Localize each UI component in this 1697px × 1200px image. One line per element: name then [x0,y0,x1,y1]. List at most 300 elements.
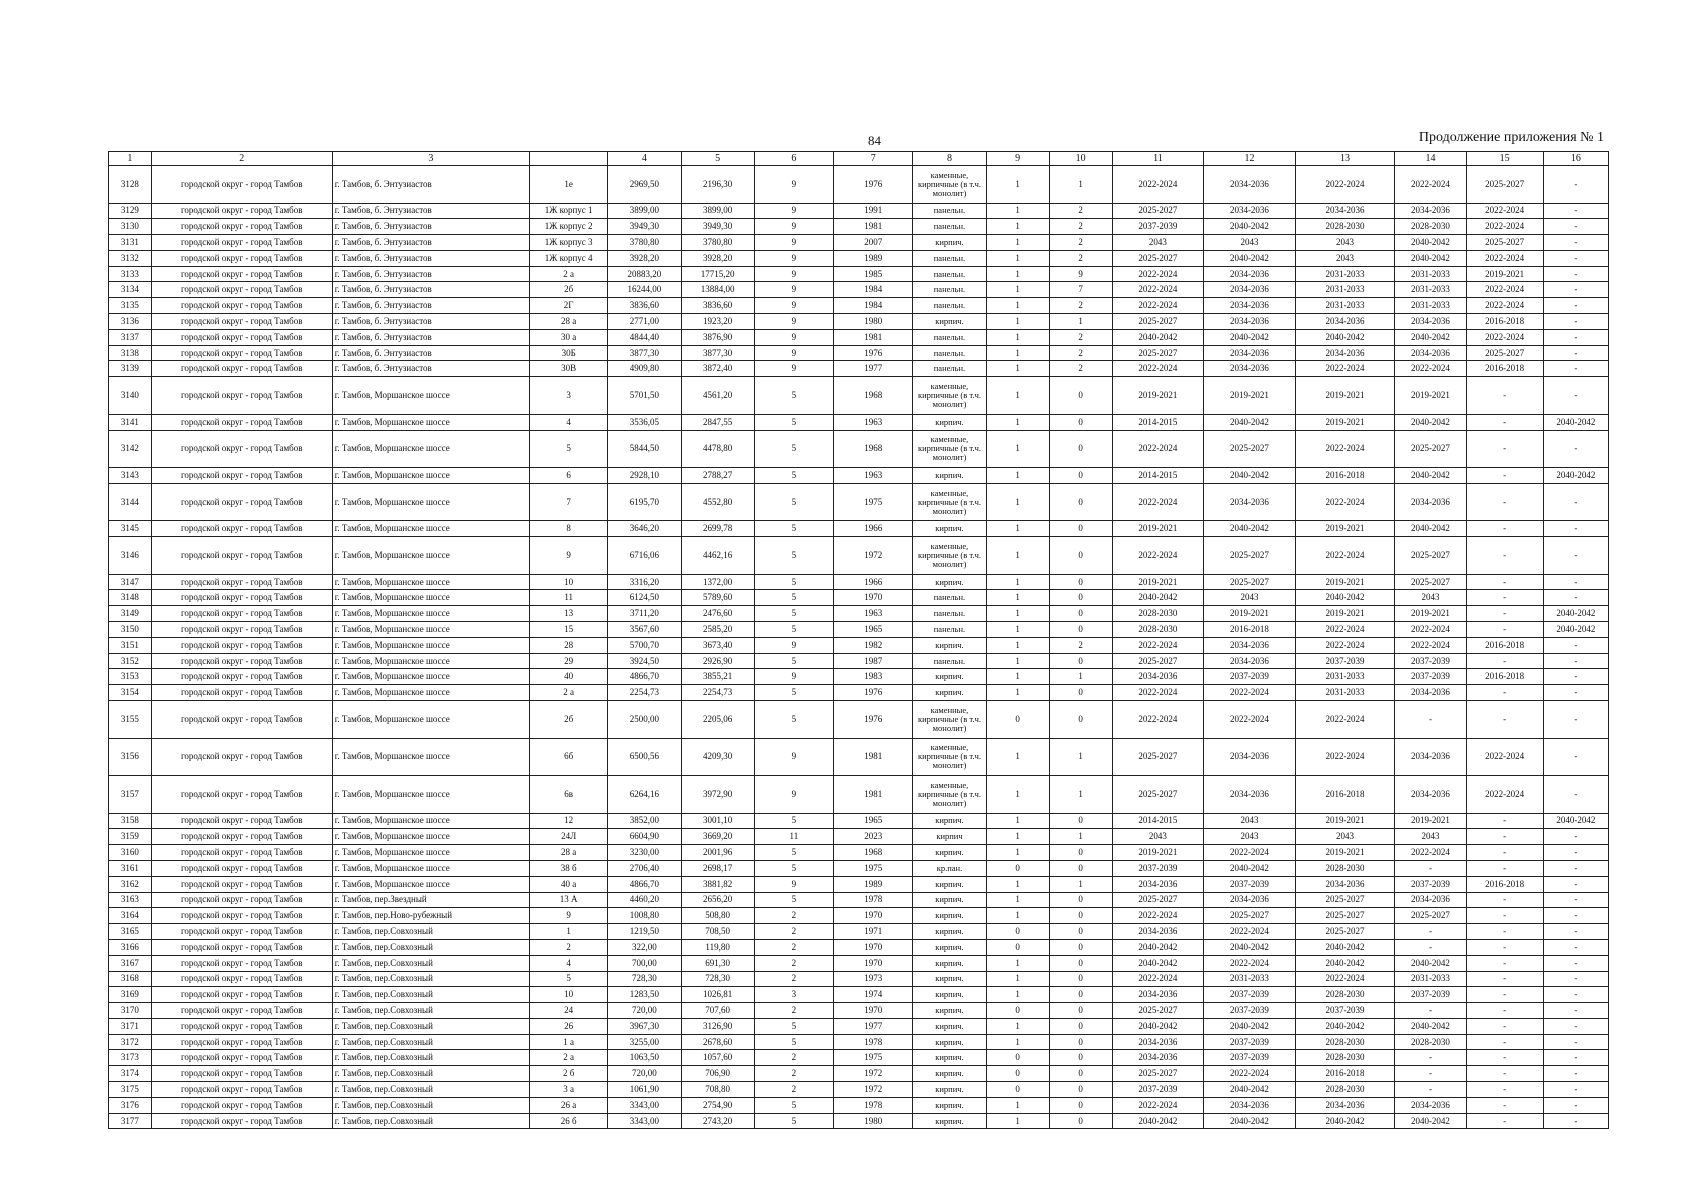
street-address-cell: г. Тамбов, Моршанское шоссе [332,860,529,876]
table-row [109,738,1609,776]
wall-material-cell: панельн. [913,590,986,606]
col-15-cell: - [1466,908,1543,924]
col-14-cell: 2040-2042 [1395,1113,1466,1129]
col-12-cell: 2037-2039 [1204,987,1296,1003]
col-11-cell: 2043 [1112,235,1204,251]
house-number-cell: 40 а [530,876,608,892]
col-13-cell: 2040-2042 [1295,329,1395,345]
col-14-cell: 2028-2030 [1395,219,1466,235]
total-area-cell: 3567,60 [608,622,681,638]
col-12-cell: 2037-2039 [1204,1003,1296,1019]
living-area-cell: 2205,06 [681,701,754,739]
wall-material-cell: кирпич. [913,637,986,653]
table-row [109,250,1609,266]
living-area-cell: 2254,73 [681,685,754,701]
street-address-cell: г. Тамбов, б. Энтузиастов [332,282,529,298]
col-11-cell: 2028-2030 [1112,622,1204,638]
col-14-cell: 2022-2024 [1395,637,1466,653]
col-14-cell: - [1395,701,1466,739]
col-14-cell: 2034-2036 [1395,892,1466,908]
col-13-cell: 2019-2021 [1295,574,1395,590]
col-14-cell: 2037-2039 [1395,669,1466,685]
total-area-cell: 1008,80 [608,908,681,924]
col-11-cell: 2037-2039 [1112,219,1204,235]
total-area-cell: 720,00 [608,1066,681,1082]
col-16-cell: 2040-2042 [1543,468,1608,484]
col-16-cell: - [1543,1003,1608,1019]
col-12-cell: 2025-2027 [1204,574,1296,590]
col-12-cell: 2037-2039 [1204,1034,1296,1050]
table-row [109,1003,1609,1019]
col-11-cell: 2040-2042 [1112,590,1204,606]
col-15-cell: - [1466,845,1543,861]
col-13-cell: 2043 [1295,250,1395,266]
living-area-cell: 708,50 [681,924,754,940]
col-16-cell: - [1543,701,1608,739]
col-11-cell: 2025-2027 [1112,892,1204,908]
total-area-cell: 1061,90 [608,1082,681,1098]
total-area-cell: 2500,00 [608,701,681,739]
year-built-cell: 2007 [834,235,913,251]
col-12-cell: 2034-2036 [1204,483,1296,521]
col-9-cell: 1 [986,776,1049,814]
col-9-cell: 1 [986,235,1049,251]
house-number-cell: 40 [530,669,608,685]
total-area-cell: 3928,20 [608,250,681,266]
col-15-cell: - [1466,685,1543,701]
floors-cell: 5 [754,590,833,606]
wall-material-cell: панельн. [913,266,986,282]
total-area-cell: 1063,50 [608,1050,681,1066]
living-area-cell: 3669,20 [681,829,754,845]
col-15-cell: 2016-2018 [1466,361,1543,377]
col-16-cell: - [1543,876,1608,892]
col-9-cell: 1 [986,203,1049,219]
col-13-cell: 2025-2027 [1295,908,1395,924]
wall-material-cell: кирпич. [913,235,986,251]
year-built-cell: 1965 [834,813,913,829]
col-16-cell: - [1543,845,1608,861]
col-10-cell: 2 [1049,298,1112,314]
col-16-cell: - [1543,1082,1608,1098]
col-16-cell: - [1543,908,1608,924]
col-13-cell: 2028-2030 [1295,860,1395,876]
floors-cell: 2 [754,908,833,924]
street-address-cell: г. Тамбов, б. Энтузиастов [332,250,529,266]
house-number-cell: 11 [530,590,608,606]
living-area-cell: 706,90 [681,1066,754,1082]
col-11-cell: 2025-2027 [1112,203,1204,219]
wall-material-cell: кирпич. [913,1082,986,1098]
col-16-cell: - [1543,1066,1608,1082]
table-row [109,1034,1609,1050]
col-14-cell: 2040-2042 [1395,329,1466,345]
street-address-cell: г. Тамбов, пер.Совхозный [332,924,529,940]
row-number-cell: 3135 [109,298,152,314]
municipality-cell: городской округ - город Тамбов [151,1050,332,1066]
wall-material-cell: каменные, кирпичные (в т.ч. монолит) [913,776,986,814]
row-number-cell: 3159 [109,829,152,845]
street-address-cell: г. Тамбов, пер.Совхозный [332,1050,529,1066]
table-row [109,892,1609,908]
col-13-cell: 2019-2021 [1295,414,1395,430]
municipality-cell: городской округ - город Тамбов [151,876,332,892]
street-address-cell: г. Тамбов, пер.Совхозный [332,971,529,987]
col-13-cell: 2034-2036 [1295,1097,1395,1113]
floors-cell: 2 [754,1003,833,1019]
col-11-cell: 2022-2024 [1112,637,1204,653]
floors-cell: 5 [754,813,833,829]
municipality-cell: городской округ - город Тамбов [151,776,332,814]
col-16-cell: - [1543,329,1608,345]
table-row [109,606,1609,622]
municipality-cell: городской округ - город Тамбов [151,622,332,638]
col-9-cell: 1 [986,813,1049,829]
col-14-cell: 2019-2021 [1395,377,1466,415]
municipality-cell: городской округ - город Тамбов [151,521,332,537]
floors-cell: 9 [754,219,833,235]
col-12-cell: 2040-2042 [1204,939,1296,955]
wall-material-cell: кирпич. [913,1034,986,1050]
col-9-cell: 1 [986,1018,1049,1034]
municipality-cell: городской округ - город Тамбов [151,1003,332,1019]
col-10-cell: 0 [1049,377,1112,415]
table-row [109,685,1609,701]
total-area-cell: 3536,05 [608,414,681,430]
col-13-cell: 2019-2021 [1295,521,1395,537]
municipality-cell: городской округ - город Тамбов [151,845,332,861]
col-14-cell: 2019-2021 [1395,813,1466,829]
municipality-cell: городской округ - город Тамбов [151,908,332,924]
street-address-cell: г. Тамбов, б. Энтузиастов [332,166,529,204]
col-12-cell: 2040-2042 [1204,468,1296,484]
municipality-cell: городской округ - город Тамбов [151,860,332,876]
col-14-cell: 2022-2024 [1395,166,1466,204]
col-14-cell: 2034-2036 [1395,776,1466,814]
column-header: 10 [1049,152,1112,166]
col-15-cell: - [1466,860,1543,876]
col-15-cell: - [1466,892,1543,908]
wall-material-cell: каменные, кирпичные (в т.ч. монолит) [913,430,986,468]
table-row [109,939,1609,955]
street-address-cell: г. Тамбов, б. Энтузиастов [332,235,529,251]
wall-material-cell: панельн. [913,203,986,219]
street-address-cell: г. Тамбов, б. Энтузиастов [332,203,529,219]
col-12-cell: 2016-2018 [1204,622,1296,638]
col-12-cell: 2034-2036 [1204,637,1296,653]
wall-material-cell: панельн. [913,653,986,669]
total-area-cell: 5701,50 [608,377,681,415]
col-16-cell: - [1543,1113,1608,1129]
col-10-cell: 0 [1049,574,1112,590]
col-11-cell: 2037-2039 [1112,860,1204,876]
year-built-cell: 1989 [834,876,913,892]
street-address-cell: г. Тамбов, Моршанское шоссе [332,468,529,484]
house-number-cell: 29 [530,653,608,669]
floors-cell: 5 [754,1034,833,1050]
col-10-cell: 0 [1049,521,1112,537]
table-row [109,377,1609,415]
col-10-cell: 0 [1049,685,1112,701]
col-15-cell: 2016-2018 [1466,637,1543,653]
col-15-cell: - [1466,1034,1543,1050]
col-14-cell: 2028-2030 [1395,1034,1466,1050]
year-built-cell: 1972 [834,1082,913,1098]
wall-material-cell: кирпич. [913,574,986,590]
col-12-cell: 2034-2036 [1204,738,1296,776]
col-13-cell: 2034-2036 [1295,203,1395,219]
floors-cell: 5 [754,537,833,575]
row-number-cell: 3157 [109,776,152,814]
col-15-cell: 2022-2024 [1466,203,1543,219]
table-row [109,653,1609,669]
col-14-cell: 2034-2036 [1395,483,1466,521]
col-12-cell: 2040-2042 [1204,1082,1296,1098]
municipality-cell: городской округ - город Тамбов [151,314,332,330]
col-14-cell: 2034-2036 [1395,203,1466,219]
col-16-cell: - [1543,637,1608,653]
column-header: 2 [151,152,332,166]
year-built-cell: 1989 [834,250,913,266]
year-built-cell: 1972 [834,537,913,575]
col-16-cell: - [1543,235,1608,251]
col-13-cell: 2022-2024 [1295,430,1395,468]
col-11-cell: 2043 [1112,829,1204,845]
floors-cell: 5 [754,860,833,876]
col-13-cell: 2025-2027 [1295,892,1395,908]
col-9-cell: 1 [986,166,1049,204]
total-area-cell: 3852,00 [608,813,681,829]
col-10-cell: 2 [1049,235,1112,251]
municipality-cell: городской округ - город Тамбов [151,361,332,377]
floors-cell: 9 [754,314,833,330]
col-11-cell: 2034-2036 [1112,669,1204,685]
wall-material-cell: кирпич. [913,939,986,955]
table-row [109,414,1609,430]
col-16-cell: 2040-2042 [1543,414,1608,430]
wall-material-cell: панельн. [913,345,986,361]
municipality-cell: городской округ - город Тамбов [151,1018,332,1034]
column-header: 1 [109,152,152,166]
year-built-cell: 1978 [834,1034,913,1050]
col-10-cell: 0 [1049,1082,1112,1098]
col-16-cell: - [1543,430,1608,468]
row-number-cell: 3138 [109,345,152,361]
municipality-cell: городской округ - город Тамбов [151,669,332,685]
column-header: 4 [608,152,681,166]
col-14-cell: 2040-2042 [1395,955,1466,971]
row-number-cell: 3155 [109,701,152,739]
floors-cell: 9 [754,329,833,345]
municipality-cell: городской округ - город Тамбов [151,738,332,776]
living-area-cell: 2585,20 [681,622,754,638]
house-number-cell: 26 [530,1018,608,1034]
wall-material-cell: кирпич. [913,414,986,430]
col-9-cell: 1 [986,345,1049,361]
living-area-cell: 2788,27 [681,468,754,484]
col-9-cell: 1 [986,669,1049,685]
col-15-cell: - [1466,468,1543,484]
col-13-cell: 2019-2021 [1295,813,1395,829]
year-built-cell: 1975 [834,483,913,521]
house-number-cell: 4 [530,414,608,430]
row-number-cell: 3132 [109,250,152,266]
col-12-cell: 2031-2033 [1204,971,1296,987]
col-16-cell: - [1543,574,1608,590]
col-13-cell: 2031-2033 [1295,298,1395,314]
house-number-cell: 28 а [530,845,608,861]
street-address-cell: г. Тамбов, Моршанское шоссе [332,590,529,606]
col-13-cell: 2019-2021 [1295,377,1395,415]
col-9-cell: 1 [986,468,1049,484]
col-11-cell: 2040-2042 [1112,955,1204,971]
year-built-cell: 1966 [834,521,913,537]
street-address-cell: г. Тамбов, б. Энтузиастов [332,345,529,361]
col-12-cell: 2025-2027 [1204,908,1296,924]
house-number-cell: 13 [530,606,608,622]
year-built-cell: 1976 [834,701,913,739]
living-area-cell: 2754,90 [681,1097,754,1113]
col-9-cell: 1 [986,430,1049,468]
row-number-cell: 3162 [109,876,152,892]
row-number-cell: 3145 [109,521,152,537]
floors-cell: 5 [754,1097,833,1113]
col-14-cell: 2022-2024 [1395,845,1466,861]
municipality-cell: городской округ - город Тамбов [151,590,332,606]
floors-cell: 9 [754,637,833,653]
living-area-cell: 707,60 [681,1003,754,1019]
year-built-cell: 1968 [834,430,913,468]
col-9-cell: 1 [986,266,1049,282]
municipality-cell: городской округ - город Тамбов [151,653,332,669]
col-9-cell: 1 [986,250,1049,266]
total-area-cell: 3316,20 [608,574,681,590]
col-12-cell: 2034-2036 [1204,1097,1296,1113]
col-12-cell: 2037-2039 [1204,1050,1296,1066]
floors-cell: 2 [754,939,833,955]
column-header: 14 [1395,152,1466,166]
living-area-cell: 2476,60 [681,606,754,622]
col-11-cell: 2034-2036 [1112,1034,1204,1050]
col-16-cell: - [1543,987,1608,1003]
house-number-cell: 2 а [530,266,608,282]
row-number-cell: 3164 [109,908,152,924]
municipality-cell: городской округ - город Тамбов [151,987,332,1003]
col-10-cell: 0 [1049,813,1112,829]
street-address-cell: г. Тамбов, Моршанское шоссе [332,845,529,861]
floors-cell: 5 [754,521,833,537]
col-14-cell: 2031-2033 [1395,266,1466,282]
municipality-cell: городской округ - город Тамбов [151,282,332,298]
year-built-cell: 1991 [834,203,913,219]
col-10-cell: 0 [1049,860,1112,876]
col-10-cell: 1 [1049,669,1112,685]
total-area-cell: 4866,70 [608,876,681,892]
col-13-cell: 2022-2024 [1295,971,1395,987]
floors-cell: 9 [754,282,833,298]
year-built-cell: 1976 [834,685,913,701]
col-11-cell: 2014-2015 [1112,414,1204,430]
col-13-cell: 2034-2036 [1295,314,1395,330]
total-area-cell: 3924,50 [608,653,681,669]
col-16-cell: 2040-2042 [1543,813,1608,829]
house-number-cell: 1 а [530,1034,608,1050]
col-14-cell: - [1395,860,1466,876]
col-12-cell: 2040-2042 [1204,1113,1296,1129]
floors-cell: 2 [754,924,833,940]
living-area-cell: 2698,17 [681,860,754,876]
living-area-cell: 2656,20 [681,892,754,908]
col-15-cell: - [1466,971,1543,987]
row-number-cell: 3141 [109,414,152,430]
row-number-cell: 3170 [109,1003,152,1019]
col-12-cell: 2019-2021 [1204,606,1296,622]
living-area-cell: 3881,82 [681,876,754,892]
street-address-cell: г. Тамбов, Моршанское шоссе [332,483,529,521]
year-built-cell: 1971 [834,924,913,940]
living-area-cell: 4561,20 [681,377,754,415]
col-9-cell: 0 [986,1003,1049,1019]
year-built-cell: 1977 [834,361,913,377]
living-area-cell: 3836,60 [681,298,754,314]
floors-cell: 9 [754,266,833,282]
total-area-cell: 3711,20 [608,606,681,622]
col-11-cell: 2019-2021 [1112,377,1204,415]
year-built-cell: 1981 [834,219,913,235]
col-14-cell: 2043 [1395,590,1466,606]
wall-material-cell: кирпич. [913,955,986,971]
col-9-cell: 1 [986,574,1049,590]
street-address-cell: г. Тамбов, Моршанское шоссе [332,521,529,537]
living-area-cell: 4478,80 [681,430,754,468]
table-row [109,468,1609,484]
year-built-cell: 1974 [834,987,913,1003]
wall-material-cell: панельн. [913,329,986,345]
house-number-cell: 6 [530,468,608,484]
total-area-cell: 2706,40 [608,860,681,876]
col-11-cell: 2025-2027 [1112,653,1204,669]
year-built-cell: 1976 [834,345,913,361]
year-built-cell: 1980 [834,1113,913,1129]
col-12-cell: 2034-2036 [1204,203,1296,219]
municipality-cell: городской округ - город Тамбов [151,537,332,575]
municipality-cell: городской округ - город Тамбов [151,813,332,829]
col-9-cell: 1 [986,845,1049,861]
col-16-cell: - [1543,971,1608,987]
col-14-cell: 2022-2024 [1395,361,1466,377]
col-12-cell: 2034-2036 [1204,892,1296,908]
col-12-cell: 2022-2024 [1204,1066,1296,1082]
col-12-cell: 2043 [1204,813,1296,829]
col-15-cell: 2016-2018 [1466,876,1543,892]
col-9-cell: 1 [986,298,1049,314]
col-13-cell: 2019-2021 [1295,606,1395,622]
col-11-cell: 2022-2024 [1112,430,1204,468]
row-number-cell: 3136 [109,314,152,330]
col-13-cell: 2028-2030 [1295,1082,1395,1098]
floors-cell: 9 [754,298,833,314]
col-13-cell: 2040-2042 [1295,955,1395,971]
col-16-cell: - [1543,345,1608,361]
wall-material-cell: кирпич. [913,845,986,861]
total-area-cell: 6124,50 [608,590,681,606]
col-11-cell: 2022-2024 [1112,908,1204,924]
col-9-cell: 0 [986,860,1049,876]
street-address-cell: г. Тамбов, б. Энтузиастов [332,266,529,282]
total-area-cell: 3836,60 [608,298,681,314]
street-address-cell: г. Тамбов, пер.Ново-рубежный [332,908,529,924]
street-address-cell: г. Тамбов, Моршанское шоссе [332,574,529,590]
